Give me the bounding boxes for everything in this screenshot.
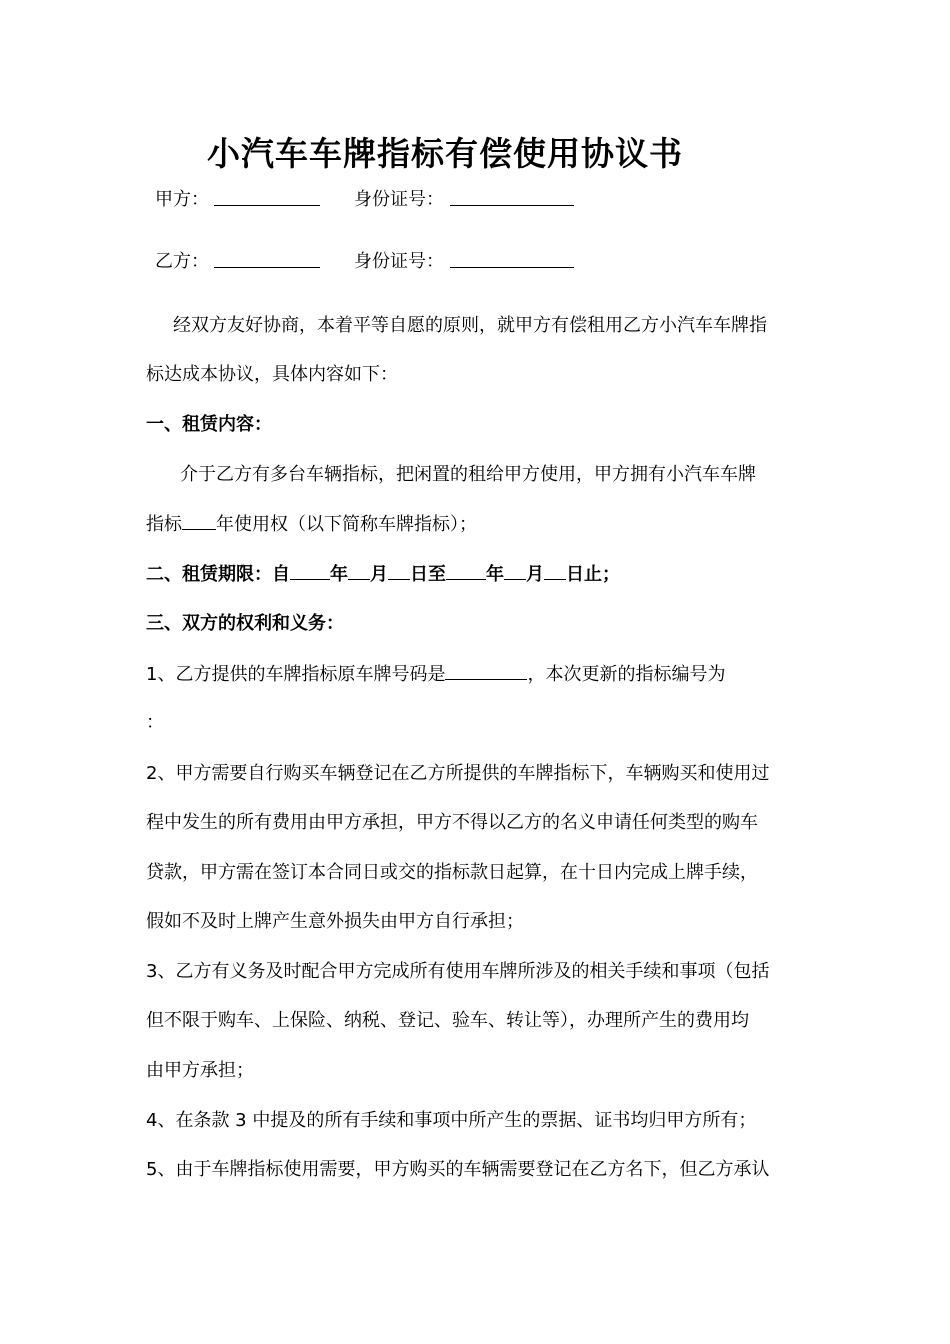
item-3-line-2: 但不限于购车、上保险、纳税、登记、验车、转让等），办理所产生的费用均 <box>146 1010 749 1031</box>
start-year-blank[interactable] <box>290 565 330 580</box>
intro-line-1: 经双方友好协商，本着平等自愿的原则，就甲方有偿租用乙方小汽车车牌指 <box>173 315 767 336</box>
party-b-id-blank[interactable] <box>450 253 574 272</box>
party-a-name-blank[interactable] <box>214 191 320 210</box>
section-1-line-2-a: 指标 <box>146 514 182 535</box>
item-3-line-1: 3、乙方有义务及时配合甲方完成所有使用车牌所涉及的相关手续和事项（包括 <box>146 961 770 982</box>
section-2-heading-a: 二、租赁期限：自 <box>146 564 290 585</box>
page-title: 小汽车车牌指标有偿使用协议书 <box>207 134 683 173</box>
section-2-heading <box>146 565 620 584</box>
section-1-line-2 <box>146 515 477 534</box>
end-day-blank[interactable] <box>544 565 566 580</box>
item-3-line-3: 由甲方承担； <box>146 1060 254 1081</box>
plate-number-blank[interactable] <box>445 665 527 680</box>
end-month-label: 月 <box>526 564 544 585</box>
item-2-line-3: 贷款，甲方需在签订本合同日或交的指标款日起算，在十日内完成上牌手续， <box>146 862 758 883</box>
start-month-label: 月 <box>370 564 388 585</box>
start-year-label: 年 <box>330 564 348 585</box>
start-day-blank[interactable] <box>388 565 410 580</box>
party-b-name-blank[interactable] <box>214 253 320 272</box>
item-1-part-b: ，本次更新的指标编号为 <box>527 664 726 685</box>
item-1-line-1 <box>146 665 725 684</box>
item-2-line-1: 2、甲方需要自行购买车辆登记在乙方所提供的车牌指标下，车辆购买和使用过 <box>146 763 770 784</box>
party-a-id-label: 身份证号： <box>354 189 444 210</box>
section-3-heading: 三、双方的权利和义务： <box>146 613 344 634</box>
party-b-id-label: 身份证号： <box>354 251 444 272</box>
party-a-label: 甲方： <box>155 189 209 210</box>
party-b-label: 乙方： <box>155 251 209 272</box>
end-day-label: 日止； <box>566 564 620 585</box>
end-month-blank[interactable] <box>504 565 526 580</box>
section-1-heading: 一、租赁内容： <box>146 414 272 435</box>
end-year-blank[interactable] <box>446 565 486 580</box>
section-1-line-1: 介于乙方有多台车辆指标，把闲置的租给甲方使用，甲方拥有小汽车车牌 <box>180 464 756 485</box>
end-year-label: 年 <box>486 564 504 585</box>
item-1-line-2: ： <box>146 712 164 733</box>
start-month-blank[interactable] <box>348 565 370 580</box>
section-1-line-2-b: 年使用权（以下简称车牌指标）； <box>216 514 477 535</box>
item-4-line: 4、在条款 3 中提及的所有手续和事项中所产生的票据、证书均归甲方所有； <box>146 1110 757 1131</box>
item-1-part-a: 1、乙方提供的车牌指标原车牌号码是 <box>146 664 446 685</box>
item-5-line: 5、由于车牌指标使用需要，甲方购买的车辆需要登记在乙方名下，但乙方承认 <box>146 1159 770 1180</box>
start-day-label: 日至 <box>410 564 446 585</box>
years-blank[interactable] <box>182 515 216 530</box>
party-a-id-blank[interactable] <box>450 191 574 210</box>
item-2-line-2: 程中发生的所有费用由甲方承担，甲方不得以乙方的名义申请任何类型的购车 <box>146 812 758 833</box>
item-2-line-4: 假如不及时上牌产生意外损失由甲方自行承担； <box>146 911 524 932</box>
intro-line-2: 标达成本协议，具体内容如下： <box>146 364 398 385</box>
